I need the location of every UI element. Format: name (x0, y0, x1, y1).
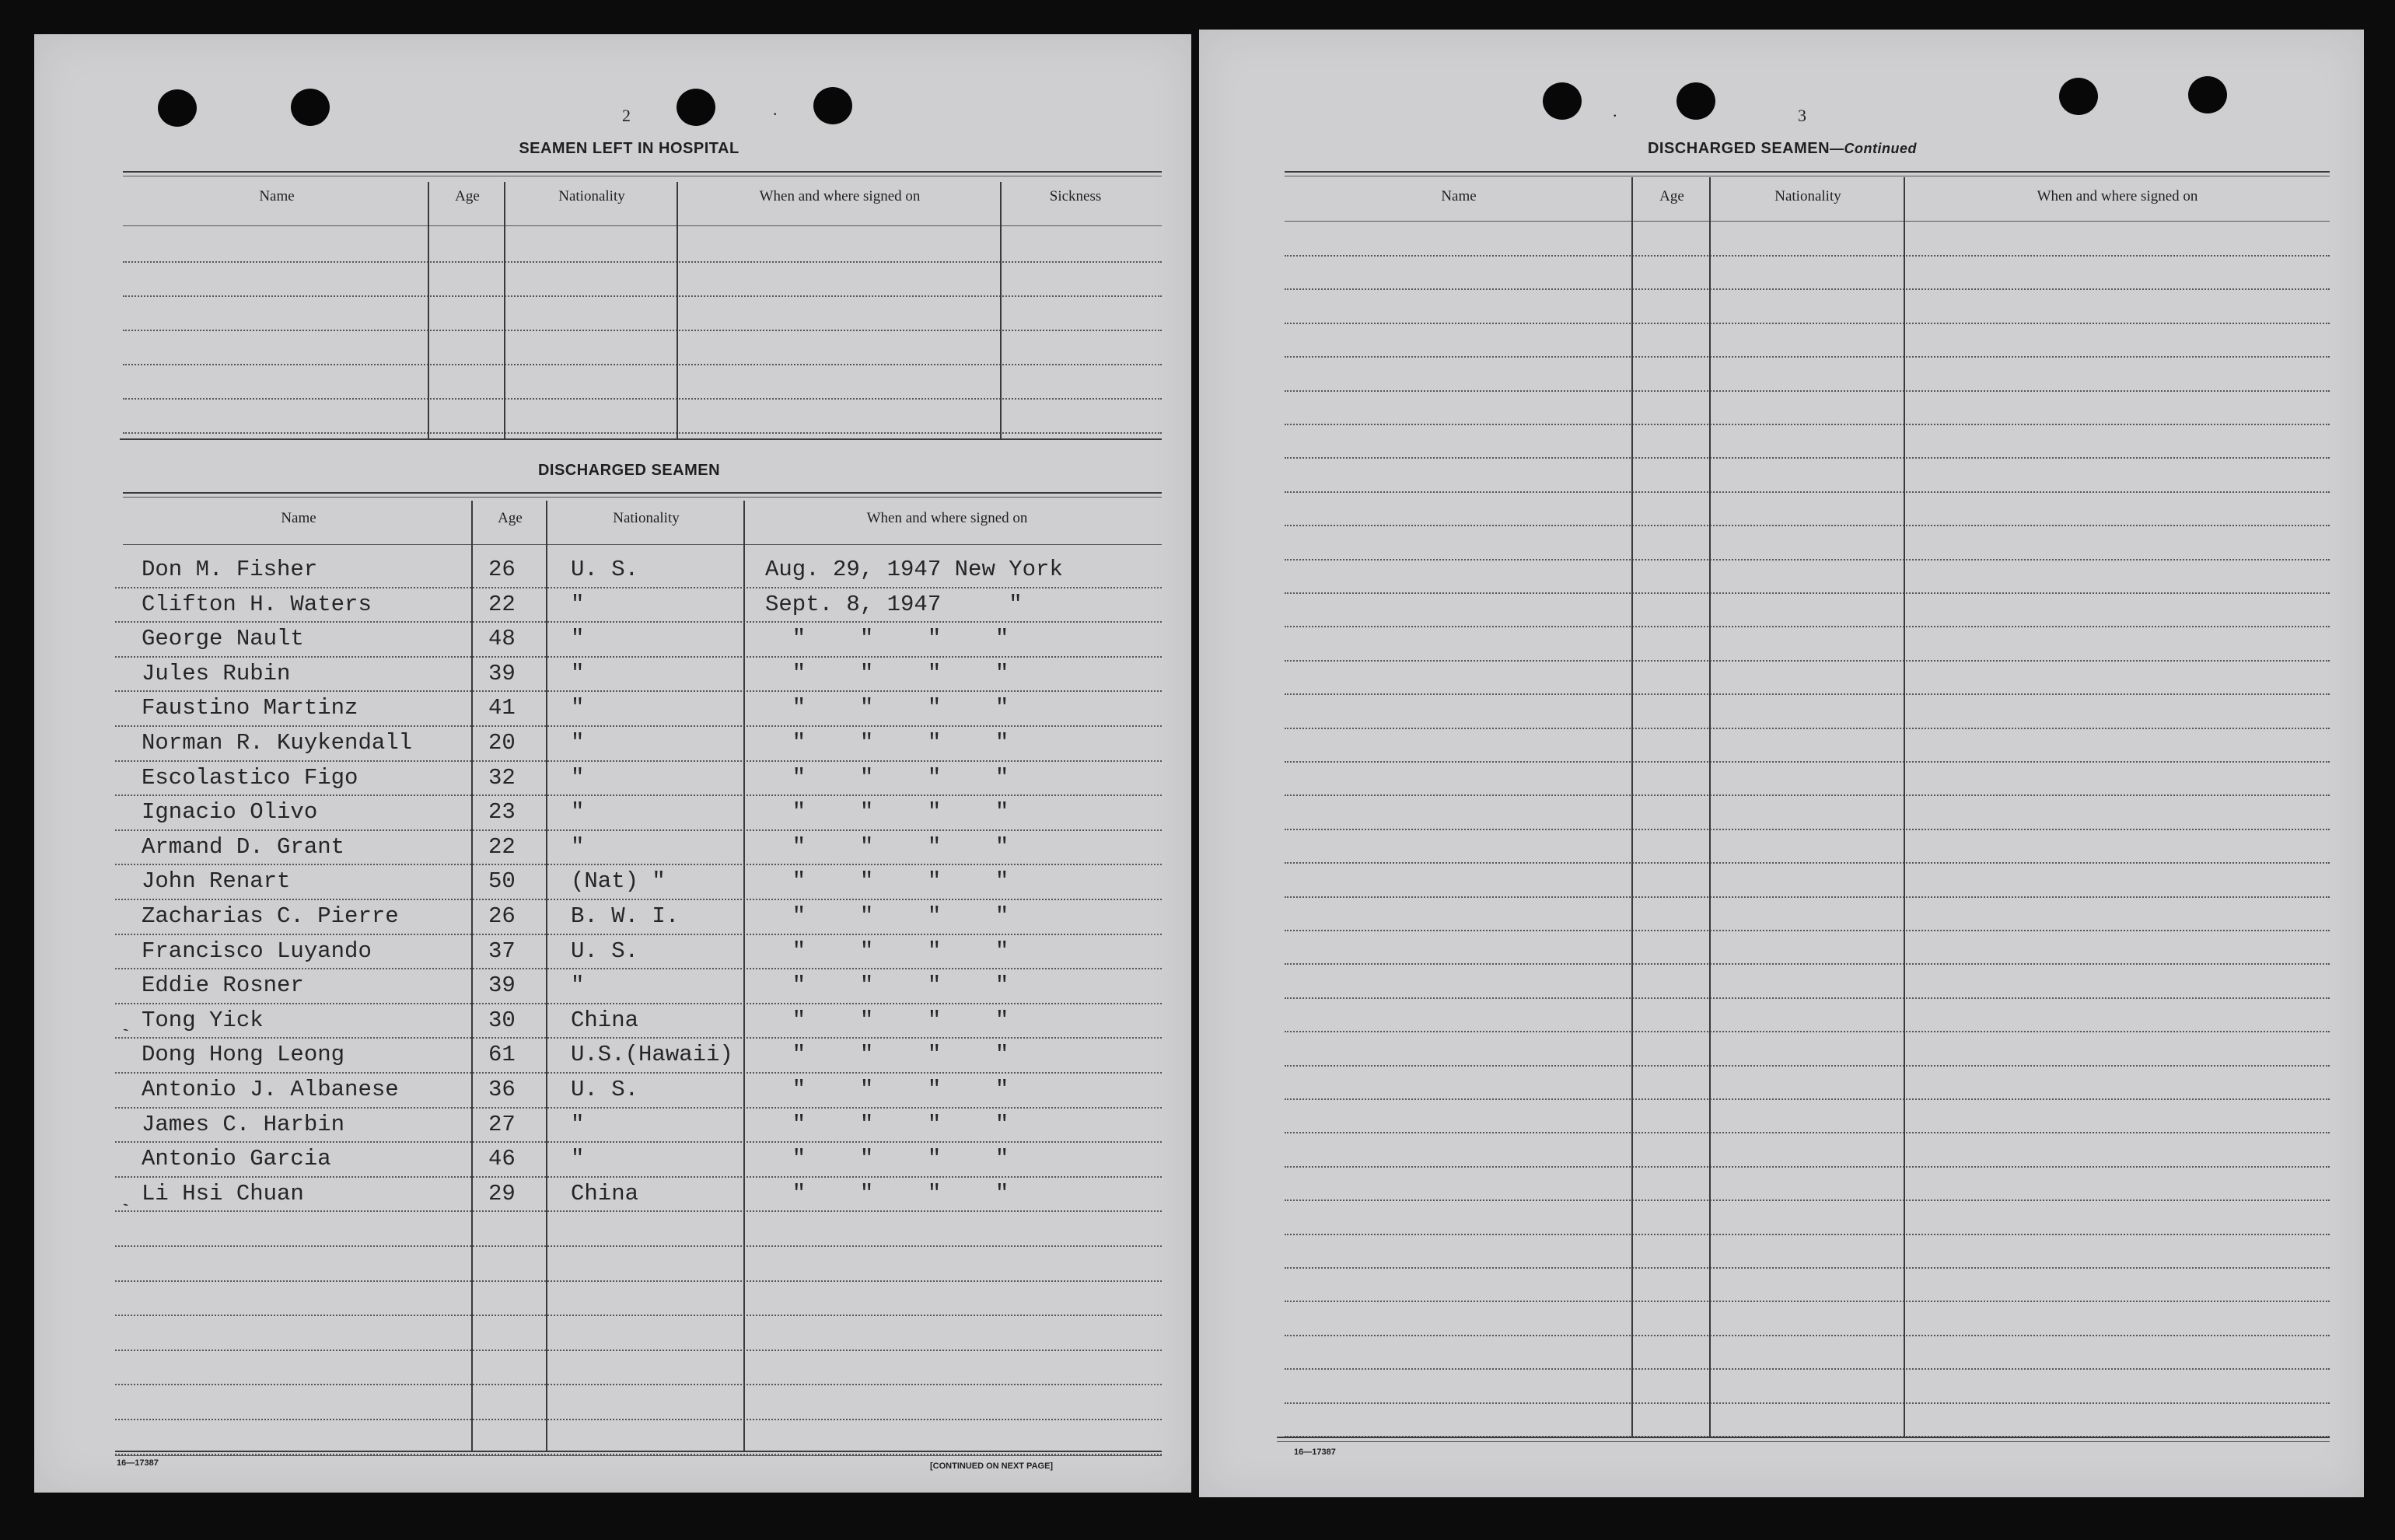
rule (1285, 171, 2330, 173)
continued-row-line (1285, 997, 2330, 999)
seaman-name: Francisco Luyando (142, 938, 372, 964)
continued-row-line (1285, 1368, 2330, 1370)
col-divider (743, 501, 745, 1451)
rule (123, 544, 1162, 545)
hospital-row-line (123, 261, 1162, 263)
continued-row-line (1285, 1335, 2330, 1336)
rule (115, 1451, 1162, 1452)
seaman-age: 26 (488, 903, 516, 929)
punch-hole (1543, 82, 1582, 120)
hospital-row-line (123, 295, 1162, 297)
seaman-signed-on: " " " " (765, 973, 1009, 998)
discharged-row-line (115, 899, 1162, 900)
seaman-age: 39 (488, 661, 516, 686)
discharged-row-line (115, 1037, 1162, 1039)
seaman-signed-on: " " " " (765, 626, 1009, 651)
seaman-signed-on: " " " " (765, 868, 1009, 894)
hospital-col-nationality: Nationality (558, 188, 625, 204)
punch-hole (2188, 76, 2227, 113)
continued-row-line (1285, 1402, 2330, 1404)
hospital-col-name: Name (259, 188, 295, 204)
seaman-signed-on: " " " " (765, 730, 1009, 756)
discharged-row-line (115, 934, 1162, 935)
tick-mark: ` (118, 1024, 140, 1050)
continued-row-line (1285, 1166, 2330, 1168)
seaman-name: Zacharias C. Pierre (142, 903, 399, 929)
hospital-row-line (123, 330, 1162, 331)
seaman-name: Tong Yick (142, 1007, 264, 1033)
seaman-signed-on: " " " " (765, 1007, 1009, 1033)
discharged-row-line (115, 621, 1162, 623)
seaman-age: 20 (488, 730, 516, 756)
seaman-nationality: B. W. I. (571, 903, 680, 929)
continued-col-age: Age (1659, 188, 1684, 204)
hospital-row-line (123, 364, 1162, 365)
seaman-nationality: " (571, 1146, 585, 1172)
col-divider (471, 501, 473, 1451)
rule (123, 497, 1162, 498)
discharged-col-nationality: Nationality (613, 510, 680, 526)
discharged-col-name: Name (281, 510, 316, 526)
rule (1277, 1441, 2330, 1442)
seaman-name: Don M. Fisher (142, 557, 318, 582)
rule (1277, 1437, 2330, 1438)
continued-title-main: DISCHARGED SEAMEN (1647, 140, 1830, 157)
continued-row-line (1285, 693, 2330, 695)
hospital-row-line (123, 398, 1162, 400)
col-divider (428, 182, 429, 438)
continued-row-line (1285, 829, 2330, 830)
hospital-col-sickness: Sickness (1049, 188, 1102, 204)
rule (123, 492, 1162, 494)
rule (1285, 221, 2330, 222)
continued-row-line (1285, 288, 2330, 290)
seaman-age: 27 (488, 1112, 516, 1137)
discharged-row-line (115, 864, 1162, 865)
discharged-row-line (115, 1280, 1162, 1282)
seaman-age: 37 (488, 938, 516, 964)
rule (115, 1455, 1162, 1456)
continued-row-line (1285, 1267, 2330, 1269)
seaman-signed-on: " " " " (765, 903, 1009, 929)
hospital-col-age: Age (455, 188, 480, 204)
seaman-name: Escolastico Figo (142, 765, 358, 791)
seaman-nationality: U. S. (571, 1077, 639, 1102)
seaman-name: Ignacio Olivo (142, 799, 318, 825)
discharged-row-line (115, 1384, 1162, 1385)
col-divider (504, 182, 505, 438)
seaman-age: 22 (488, 834, 516, 860)
discharged-section-title: DISCHARGED SEAMEN (537, 462, 721, 479)
seaman-nationality: (Nat) " (571, 868, 666, 894)
seaman-signed-on: " " " " (765, 1042, 1009, 1067)
seaman-age: 32 (488, 765, 516, 791)
seaman-name: Li Hsi Chuan (142, 1181, 304, 1207)
seaman-nationality: " (571, 973, 585, 998)
seaman-nationality: " (571, 1112, 585, 1137)
seaman-name: Faustino Martinz (142, 695, 358, 721)
seaman-name: James C. Harbin (142, 1112, 345, 1137)
discharged-row-line (115, 1245, 1162, 1247)
discharged-row-line (115, 1210, 1162, 1212)
seaman-signed-on: " " " " (765, 1077, 1009, 1102)
continued-row-line (1285, 592, 2330, 594)
discharged-row-line (115, 968, 1162, 969)
discharged-col-signed-on: When and where signed on (866, 510, 1028, 526)
seaman-signed-on: Aug. 29, 1947 New York (765, 557, 1063, 582)
seaman-name: Antonio Garcia (142, 1146, 331, 1172)
rule (123, 225, 1162, 226)
discharged-row-line (115, 1315, 1162, 1316)
col-divider (1631, 177, 1633, 1437)
seaman-nationality: " (571, 661, 585, 686)
discharged-row-line (115, 725, 1162, 727)
seaman-nationality: " (571, 626, 585, 651)
seaman-age: 22 (488, 592, 516, 617)
continued-row-line (1285, 255, 2330, 257)
continued-row-line (1285, 1065, 2330, 1067)
col-divider (1709, 177, 1711, 1437)
continued-row-line (1285, 1132, 2330, 1133)
hospital-section-title: SEAMEN LEFT IN HOSPITAL (519, 140, 739, 157)
discharged-col-age: Age (498, 510, 523, 526)
tick-mark: ` (118, 1199, 140, 1225)
seaman-age: 48 (488, 626, 516, 651)
seaman-name: George Nault (142, 626, 304, 651)
discharged-row-line (115, 794, 1162, 796)
continued-col-signed-on: When and where signed on (2037, 188, 2198, 204)
seaman-nationality: " (571, 834, 585, 860)
form-code: 16—17387 (117, 1458, 159, 1468)
continued-row-line (1285, 728, 2330, 729)
continued-section-title (1588, 140, 1977, 158)
seaman-age: 23 (488, 799, 516, 825)
continued-note: [CONTINUED ON NEXT PAGE] (930, 1461, 1054, 1471)
seaman-signed-on: " " " " (765, 661, 1009, 686)
continued-row-line (1285, 660, 2330, 662)
continued-row-line (1285, 896, 2330, 898)
seaman-signed-on: " " " " (765, 695, 1009, 721)
continued-row-line (1285, 862, 2330, 864)
continued-row-line (1285, 794, 2330, 796)
seaman-name: Jules Rubin (142, 661, 291, 686)
continued-row-line (1285, 930, 2330, 931)
seaman-age: 41 (488, 695, 516, 721)
continued-row-line (1285, 491, 2330, 493)
hospital-row-line (123, 432, 1162, 434)
seaman-nationality: U. S. (571, 557, 639, 582)
continued-row-line (1285, 626, 2330, 627)
col-divider (546, 501, 547, 1451)
continued-col-nationality: Nationality (1774, 188, 1841, 204)
seaman-age: 46 (488, 1146, 516, 1172)
punch-hole (158, 89, 197, 127)
seaman-signed-on: " " " " (765, 799, 1009, 825)
seaman-age: 39 (488, 973, 516, 998)
seaman-nationality: " (571, 592, 585, 617)
discharged-row-line (115, 1003, 1162, 1004)
seaman-age: 36 (488, 1077, 516, 1102)
page-dot: . (773, 100, 778, 119)
discharged-row-line (115, 1141, 1162, 1143)
continued-row-line (1285, 559, 2330, 560)
seaman-name: Antonio J. Albanese (142, 1077, 399, 1102)
continued-row-line (1285, 1301, 2330, 1302)
form-code: 16—17387 (1294, 1447, 1336, 1457)
continued-row-line (1285, 323, 2330, 324)
punch-hole (291, 89, 330, 126)
seaman-nationality: U.S.(Hawaii) (571, 1042, 733, 1067)
continued-row-line (1285, 1031, 2330, 1032)
discharged-row-line (115, 656, 1162, 658)
discharged-row-line (115, 1419, 1162, 1420)
right-page (1199, 30, 2364, 1497)
seaman-signed-on: " " " " (765, 834, 1009, 860)
seaman-nationality: China (571, 1007, 639, 1033)
col-divider (1904, 177, 1905, 1437)
col-divider (677, 182, 678, 438)
seaman-name: Clifton H. Waters (142, 592, 372, 617)
continued-row-line (1285, 424, 2330, 425)
seaman-name: Dong Hong Leong (142, 1042, 345, 1067)
page-number: 2 (622, 106, 631, 125)
discharged-row-line (115, 587, 1162, 588)
continued-col-name: Name (1441, 188, 1477, 204)
continued-row-line (1285, 525, 2330, 526)
left-page (34, 34, 1191, 1493)
discharged-row-line (115, 690, 1162, 692)
seaman-name: Armand D. Grant (142, 834, 345, 860)
seaman-signed-on: " " " " (765, 1146, 1009, 1172)
seaman-age: 29 (488, 1181, 516, 1207)
discharged-row-line (115, 1107, 1162, 1109)
punch-hole (2059, 78, 2098, 115)
continued-row-line (1285, 761, 2330, 763)
seaman-nationality: " (571, 765, 585, 791)
rule (120, 438, 1162, 440)
hospital-col-signed-on: When and where signed on (759, 188, 921, 204)
discharged-row-line (115, 1176, 1162, 1178)
continued-row-line (1285, 1200, 2330, 1201)
continued-row-line (1285, 1098, 2330, 1100)
seaman-signed-on: " " " " (765, 1112, 1009, 1137)
punch-hole (1676, 82, 1715, 120)
seaman-name: Eddie Rosner (142, 973, 304, 998)
seaman-name: John Renart (142, 868, 291, 894)
continued-row-line (1285, 963, 2330, 965)
seaman-nationality: " (571, 695, 585, 721)
discharged-row-line (115, 760, 1162, 762)
seaman-signed-on: Sept. 8, 1947 " (765, 592, 1023, 617)
continued-row-line (1285, 1234, 2330, 1235)
seaman-age: 61 (488, 1042, 516, 1067)
seaman-nationality: China (571, 1181, 639, 1207)
col-divider (1000, 182, 1002, 438)
continued-row-line (1285, 457, 2330, 459)
seaman-nationality: " (571, 730, 585, 756)
seaman-nationality: " (571, 799, 585, 825)
page-number: 3 (1798, 106, 1806, 125)
continued-title-suffix: —Continued (1830, 141, 1918, 156)
seaman-age: 26 (488, 557, 516, 582)
punch-hole (813, 87, 852, 124)
seaman-name: Norman R. Kuykendall (142, 730, 413, 756)
continued-row-line (1285, 390, 2330, 392)
seaman-signed-on: " " " " (765, 938, 1009, 964)
page-dot: . (1613, 101, 1617, 120)
punch-hole (677, 89, 715, 126)
seaman-age: 30 (488, 1007, 516, 1033)
seaman-nationality: U. S. (571, 938, 639, 964)
discharged-row-line (115, 829, 1162, 831)
rule (123, 171, 1162, 173)
continued-row-line (1285, 356, 2330, 358)
seaman-age: 50 (488, 868, 516, 894)
discharged-row-line (115, 1350, 1162, 1351)
seaman-signed-on: " " " " (765, 1181, 1009, 1207)
seaman-signed-on: " " " " (765, 765, 1009, 791)
discharged-row-line (115, 1072, 1162, 1074)
